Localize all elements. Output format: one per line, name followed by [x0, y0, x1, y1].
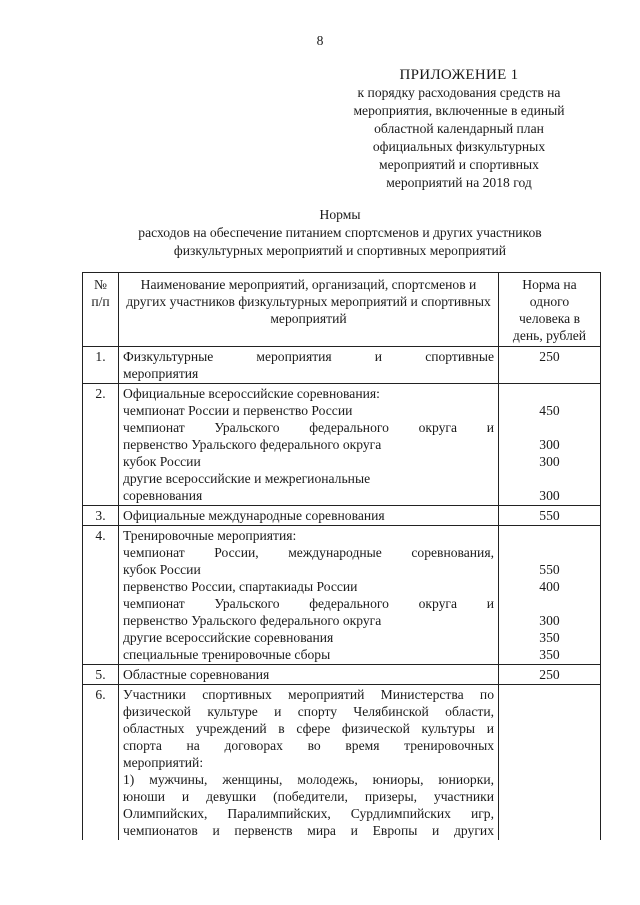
row-norm-value: 550 — [539, 508, 560, 523]
row-name — [119, 685, 499, 841]
norms-line: физкультурных мероприятий и спортивных мероприятий — [173, 243, 507, 258]
row-name-line: Олимпийских, Паралимпийских, Сурдлимпийских игр, — [123, 806, 494, 821]
row-norm-value: 300 — [539, 454, 560, 469]
row-norm-value — [503, 686, 596, 703]
row-name-line: Участники спортивных мероприятий Министерства по — [123, 687, 494, 702]
row-number: 6. — [83, 685, 119, 841]
row-name-line: физической культуре и спорту Челябинской области, — [123, 704, 494, 719]
norms-table — [82, 272, 601, 840]
row-name-line: соревнования — [123, 488, 203, 503]
row-norm-value: 300 — [539, 488, 560, 503]
row-norm-value: 250 — [539, 349, 560, 364]
row-norm-value — [503, 737, 596, 754]
row-norm-value — [503, 544, 596, 561]
row-norm — [499, 665, 601, 685]
table-row — [83, 665, 601, 685]
row-name-line: чемпионат Уральского федерального округа и — [123, 596, 494, 611]
row-name-line: первенство Уральского федерального округа — [123, 437, 382, 452]
row-name-line: другие всероссийские и межрегиональные — [123, 471, 371, 486]
row-number: 5. — [83, 665, 119, 685]
row-name-line: кубок России — [123, 454, 201, 469]
row-number: 3. — [83, 506, 119, 526]
row-name-line: Официальные всероссийские соревнования: — [123, 386, 380, 401]
table-header-row — [83, 273, 601, 347]
header-num: № п/п — [83, 273, 119, 347]
row-norm-value: 250 — [539, 667, 560, 682]
row-norm-value — [503, 771, 596, 788]
row-norm-value: 550 — [539, 562, 560, 577]
row-name — [119, 384, 499, 506]
row-number: 4. — [83, 526, 119, 665]
row-norm-value — [503, 822, 596, 839]
row-norm-value — [503, 805, 596, 822]
row-norm-value — [503, 470, 596, 487]
row-name-line: чемпионат России и первенство России — [123, 403, 353, 418]
row-name-line: первенство Уральского федерального округа — [123, 613, 382, 628]
appendix-line: официальных физкультурных — [372, 139, 546, 154]
row-name-line: Областные соревнования — [123, 667, 270, 682]
row-norm-value — [503, 788, 596, 805]
row-norm-value — [503, 527, 596, 544]
row-name-line: мероприятий: — [123, 755, 204, 770]
appendix-line: мероприятия, включенные в единый — [353, 103, 565, 118]
row-name-line: областных учреждений в сфере физической культуры и — [123, 721, 494, 736]
appendix-line: областной календарный план — [374, 121, 544, 136]
row-norm-value — [503, 419, 596, 436]
row-norm-value — [503, 754, 596, 771]
row-name-line: Тренировочные мероприятия: — [123, 528, 297, 543]
row-name — [119, 347, 499, 384]
appendix-line: к порядку расходования средств на — [357, 85, 561, 100]
row-name-line: кубок России — [123, 562, 201, 577]
row-number: 1. — [83, 347, 119, 384]
row-norm-value — [503, 595, 596, 612]
row-norm-value — [503, 720, 596, 737]
norms-line: расходов на обеспечение питанием спортсменов и других участников — [138, 225, 542, 240]
row-norm — [499, 685, 601, 841]
row-name — [119, 506, 499, 526]
table-row — [83, 526, 601, 665]
row-name-line: другие всероссийские соревнования — [123, 630, 334, 645]
row-name-line: 1) мужчины, женщины, молодежь, юниоры, юниорки, — [123, 772, 494, 787]
appendix-title: ПРИЛОЖЕНИЕ 1 — [399, 67, 519, 83]
row-name-line: чемпионатов и первенств мира и Европы и других — [123, 823, 494, 838]
row-name-line: Физкультурные мероприятия и спортивные — [123, 349, 494, 364]
row-name-line: юноши и девушки (победители, призеры, участники — [123, 789, 494, 804]
table-row — [83, 347, 601, 384]
appendix-line: мероприятий на 2018 год — [386, 175, 532, 190]
row-name — [119, 526, 499, 665]
table-row — [83, 506, 601, 526]
row-norm-value — [503, 365, 596, 382]
page-number: 8 — [316, 33, 324, 48]
table-row — [83, 685, 601, 841]
header-name: Наименование мероприятий, организаций, спортсменов и других участников физкультурных мероприятий и спортивных мероприятий — [119, 273, 499, 347]
row-norm-value — [503, 385, 596, 402]
row-name-line: первенство России, спартакиады России — [123, 579, 358, 594]
row-norm-value: 300 — [539, 613, 560, 628]
norms-title: Нормы — [319, 207, 361, 222]
row-number: 2. — [83, 384, 119, 506]
row-norm — [499, 384, 601, 506]
row-norm — [499, 506, 601, 526]
row-name-line: чемпионат России, международные соревнования, — [123, 545, 494, 560]
row-norm-value: 400 — [539, 579, 560, 594]
row-norm-value: 450 — [539, 403, 560, 418]
header-norm: Норма на одного человека в день, рублей — [499, 273, 601, 347]
row-norm-value: 350 — [539, 647, 560, 662]
row-name-line: специальные тренировочные сборы — [123, 647, 331, 662]
table-body — [83, 347, 601, 841]
row-name — [119, 665, 499, 685]
table-row — [83, 384, 601, 506]
row-norm-value: 300 — [539, 437, 560, 452]
row-norm — [499, 347, 601, 384]
row-norm-value: 350 — [539, 630, 560, 645]
row-name-line: Официальные международные соревнования — [123, 508, 385, 523]
appendix-line: мероприятий и спортивных — [379, 157, 539, 172]
row-name-line: мероприятия — [123, 366, 199, 381]
appendix-block — [318, 66, 600, 192]
row-norm — [499, 526, 601, 665]
row-name-line: спорта на договорах во время тренировочных — [123, 738, 494, 753]
row-name-line: чемпионат Уральского федерального округа и — [123, 420, 494, 435]
row-norm-value — [503, 703, 596, 720]
norms-heading — [80, 206, 600, 260]
